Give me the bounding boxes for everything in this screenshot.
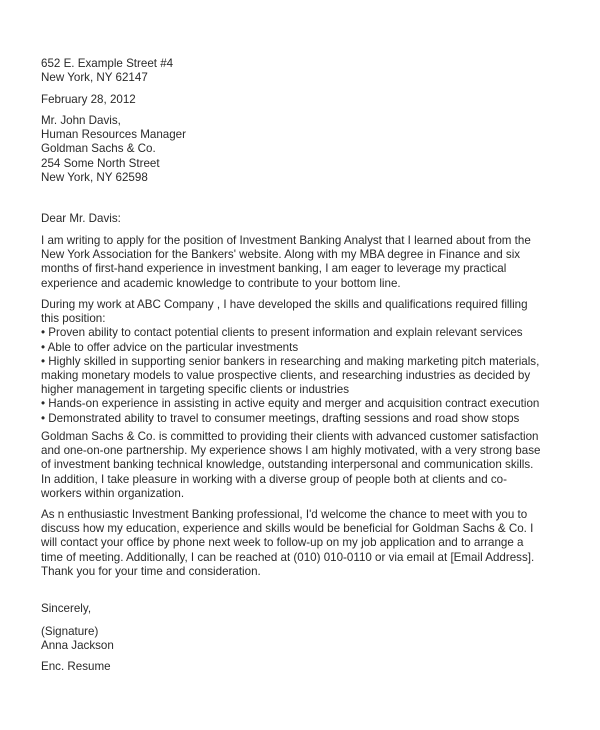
paragraph-line: As n enthusiastic Investment Banking professional, I'd welcome the chance to meet with you to [41,508,528,521]
paragraph-line: will contact your office by phone next week to follow-up on my job application and to arrange a [41,536,524,550]
paragraph-line: In addition, I take pleasure in working with a diverse group of people both at clients and co- [41,472,507,486]
paragraph-line: months of first-hand experience in investment banking, I am eager to leverage my practical [41,262,507,276]
signature-block [41,625,114,653]
paragraph-line: this position: [41,312,106,326]
paragraph-line: • Able to offer advice on the particular investments [41,340,299,354]
paragraph-line: of investment banking technical knowledge, outstanding interpersonal and communication skills. [41,458,534,472]
address-line: Mr. John Davis, [41,114,121,127]
paragraph-line: higher management in targeting specific clients or industries [41,383,350,397]
letter-date: February 28, 2012 [41,93,136,106]
address-line: Goldman Sachs & Co. [41,142,156,156]
paragraph-line: New York Association for the Bankers' website. Along with my MBA degree in Finance and six [41,248,521,262]
closing: Sincerely, [41,602,92,615]
signer-name: Anna Jackson [41,639,114,653]
recipient-address [41,114,186,185]
salutation: Dear Mr. Davis: [41,212,121,225]
paragraph-line: Goldman Sachs & Co. is committed to providing their clients with advanced customer satisfaction [41,430,539,443]
paragraph-line: • Proven ability to contact potential clients to present information and explain relevant services [41,326,523,340]
enclosure: Enc. Resume [41,660,111,673]
paragraph-line: • Highly skilled in supporting senior bankers in researching and making marketing pitch materials, [41,354,540,368]
address-line: Human Resources Manager [41,128,186,142]
paragraph-closing [41,508,534,579]
paragraph-line: • Demonstrated ability to travel to consumer meetings, drafting sessions and road show stops [41,411,520,425]
address-line: 652 E. Example Street #4 [41,57,174,70]
paragraph-qualifications [41,298,539,426]
sender-address [41,57,173,85]
paragraph-line: and one-on-one partnership. My experience shows I am highly motivated, with a very strong base [41,444,541,458]
paragraph-line: experience and academic knowledge to contribute to your bottom line. [41,276,401,290]
paragraph-line: I am writing to apply for the position of Investment Banking Analyst that I learned about from the [41,234,531,247]
paragraph-intro [41,234,531,291]
address-line: New York, NY 62598 [41,170,148,184]
paragraph-line: During my work at ABC Company , I have developed the skills and qualifications required filling [41,298,528,311]
address-line: 254 Some North Street [41,156,160,170]
paragraph-line: Thank you for your time and consideration. [41,564,261,578]
signature: (Signature) [41,625,99,638]
paragraph-line: workers within organization. [41,486,185,500]
paragraph-line: • Hands-on experience in assisting in active equity and merger and acquisition contract execution [41,397,540,411]
paragraph-line: time of meeting. Additionally, I can be reached at (010) 010-0110 or via email at [Email Address]. [41,550,535,564]
paragraph-company [41,430,540,501]
paragraph-line: making monetary models to value prospective clients, and researching industries as decided by [41,368,531,382]
paragraph-line: discuss how my education, experience and skills would be beneficial for Goldman Sachs & Co. I [41,522,534,536]
address-line: New York, NY 62147 [41,71,148,85]
